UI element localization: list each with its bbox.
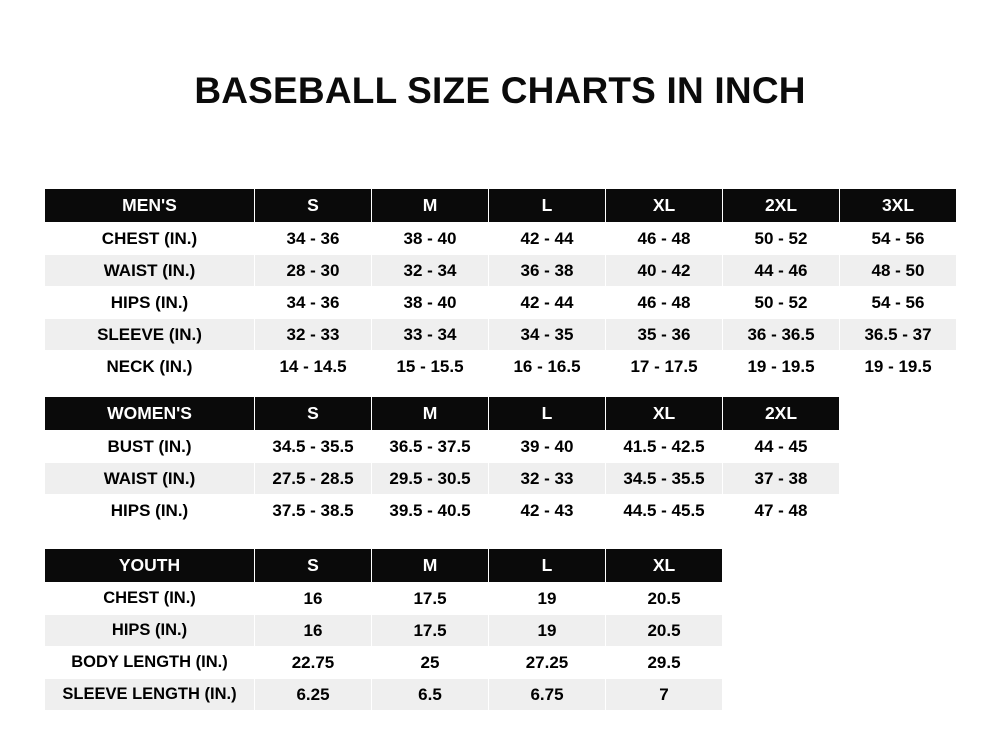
column-header: XL — [606, 397, 723, 431]
cell: 32 - 33 — [255, 319, 372, 351]
column-header: S — [255, 189, 372, 223]
table-row — [45, 615, 723, 647]
table-row — [45, 223, 957, 255]
table-row — [45, 319, 957, 351]
row-label: HIPS (IN.) — [45, 287, 255, 319]
page-title: BASEBALL SIZE CHARTS IN INCH — [194, 70, 806, 111]
cell: 39.5 - 40.5 — [372, 495, 489, 527]
cell: 54 - 56 — [840, 223, 957, 255]
column-header: 2XL — [723, 397, 840, 431]
table-header-row — [45, 397, 840, 431]
cell: 34.5 - 35.5 — [255, 431, 372, 463]
cell: 19 — [489, 615, 606, 647]
cell: 17.5 — [372, 583, 489, 615]
table-row — [45, 647, 723, 679]
cell: 36.5 - 37.5 — [372, 431, 489, 463]
table-row — [45, 463, 840, 495]
cell: 44 - 46 — [723, 255, 840, 287]
row-label: CHEST (IN.) — [45, 583, 255, 615]
row-label: SLEEVE (IN.) — [45, 319, 255, 351]
cell: 35 - 36 — [606, 319, 723, 351]
row-label: HIPS (IN.) — [45, 495, 255, 527]
cell: 17 - 17.5 — [606, 351, 723, 383]
cell: 6.5 — [372, 679, 489, 711]
cell: 54 - 56 — [840, 287, 957, 319]
cell: 36 - 38 — [489, 255, 606, 287]
row-label: WAIST (IN.) — [45, 463, 255, 495]
cell: 6.25 — [255, 679, 372, 711]
column-header: YOUTH — [45, 549, 255, 583]
table-row — [45, 255, 957, 287]
column-header: MEN'S — [45, 189, 255, 223]
cell: 36.5 - 37 — [840, 319, 957, 351]
column-header: XL — [606, 189, 723, 223]
column-header: XL — [606, 549, 723, 583]
row-label: BUST (IN.) — [45, 431, 255, 463]
row-label: SLEEVE LENGTH (IN.) — [45, 679, 255, 711]
cell: 46 - 48 — [606, 287, 723, 319]
table-row — [45, 495, 840, 527]
cell: 16 — [255, 615, 372, 647]
column-header: M — [372, 397, 489, 431]
column-header: S — [255, 397, 372, 431]
cell: 38 - 40 — [372, 287, 489, 319]
cell: 32 - 34 — [372, 255, 489, 287]
table-row — [45, 431, 840, 463]
cell: 36 - 36.5 — [723, 319, 840, 351]
row-label: NECK (IN.) — [45, 351, 255, 383]
cell: 20.5 — [606, 615, 723, 647]
cell: 19 — [489, 583, 606, 615]
column-header: S — [255, 549, 372, 583]
table-header-row — [45, 189, 957, 223]
cell: 40 - 42 — [606, 255, 723, 287]
cell: 34 - 36 — [255, 223, 372, 255]
column-header: M — [372, 549, 489, 583]
cell: 39 - 40 — [489, 431, 606, 463]
column-header: L — [489, 189, 606, 223]
cell: 32 - 33 — [489, 463, 606, 495]
cell: 38 - 40 — [372, 223, 489, 255]
cell: 28 - 30 — [255, 255, 372, 287]
cell: 16 - 16.5 — [489, 351, 606, 383]
cell: 42 - 43 — [489, 495, 606, 527]
cell: 14 - 14.5 — [255, 351, 372, 383]
row-label: WAIST (IN.) — [45, 255, 255, 287]
cell: 41.5 - 42.5 — [606, 431, 723, 463]
cell: 16 — [255, 583, 372, 615]
column-header: L — [489, 549, 606, 583]
cell: 27.25 — [489, 647, 606, 679]
table-row — [45, 583, 723, 615]
cell: 37.5 - 38.5 — [255, 495, 372, 527]
cell: 34 - 35 — [489, 319, 606, 351]
cell: 20.5 — [606, 583, 723, 615]
cell: 27.5 - 28.5 — [255, 463, 372, 495]
table-row — [45, 679, 723, 711]
cell: 46 - 48 — [606, 223, 723, 255]
cell: 37 - 38 — [723, 463, 840, 495]
cell: 44 - 45 — [723, 431, 840, 463]
cell: 44.5 - 45.5 — [606, 495, 723, 527]
column-header: L — [489, 397, 606, 431]
cell: 22.75 — [255, 647, 372, 679]
cell: 34 - 36 — [255, 287, 372, 319]
mens-size-chart — [44, 188, 957, 383]
cell: 34.5 - 35.5 — [606, 463, 723, 495]
cell: 42 - 44 — [489, 287, 606, 319]
cell: 29.5 - 30.5 — [372, 463, 489, 495]
cell: 17.5 — [372, 615, 489, 647]
cell: 50 - 52 — [723, 287, 840, 319]
table-row — [45, 287, 957, 319]
column-header: WOMEN'S — [45, 397, 255, 431]
cell: 48 - 50 — [840, 255, 957, 287]
table-row — [45, 351, 957, 383]
row-label: HIPS (IN.) — [45, 615, 255, 647]
cell: 29.5 — [606, 647, 723, 679]
womens-size-chart — [44, 396, 840, 527]
cell: 50 - 52 — [723, 223, 840, 255]
cell: 47 - 48 — [723, 495, 840, 527]
row-label: BODY LENGTH (IN.) — [45, 647, 255, 679]
cell: 33 - 34 — [372, 319, 489, 351]
cell: 7 — [606, 679, 723, 711]
column-header: M — [372, 189, 489, 223]
cell: 19 - 19.5 — [840, 351, 957, 383]
cell: 15 - 15.5 — [372, 351, 489, 383]
cell: 19 - 19.5 — [723, 351, 840, 383]
column-header: 3XL — [840, 189, 957, 223]
row-label: CHEST (IN.) — [45, 223, 255, 255]
column-header: 2XL — [723, 189, 840, 223]
table-header-row — [45, 549, 723, 583]
youth-size-chart — [44, 548, 723, 711]
cell: 25 — [372, 647, 489, 679]
cell: 42 - 44 — [489, 223, 606, 255]
cell: 6.75 — [489, 679, 606, 711]
